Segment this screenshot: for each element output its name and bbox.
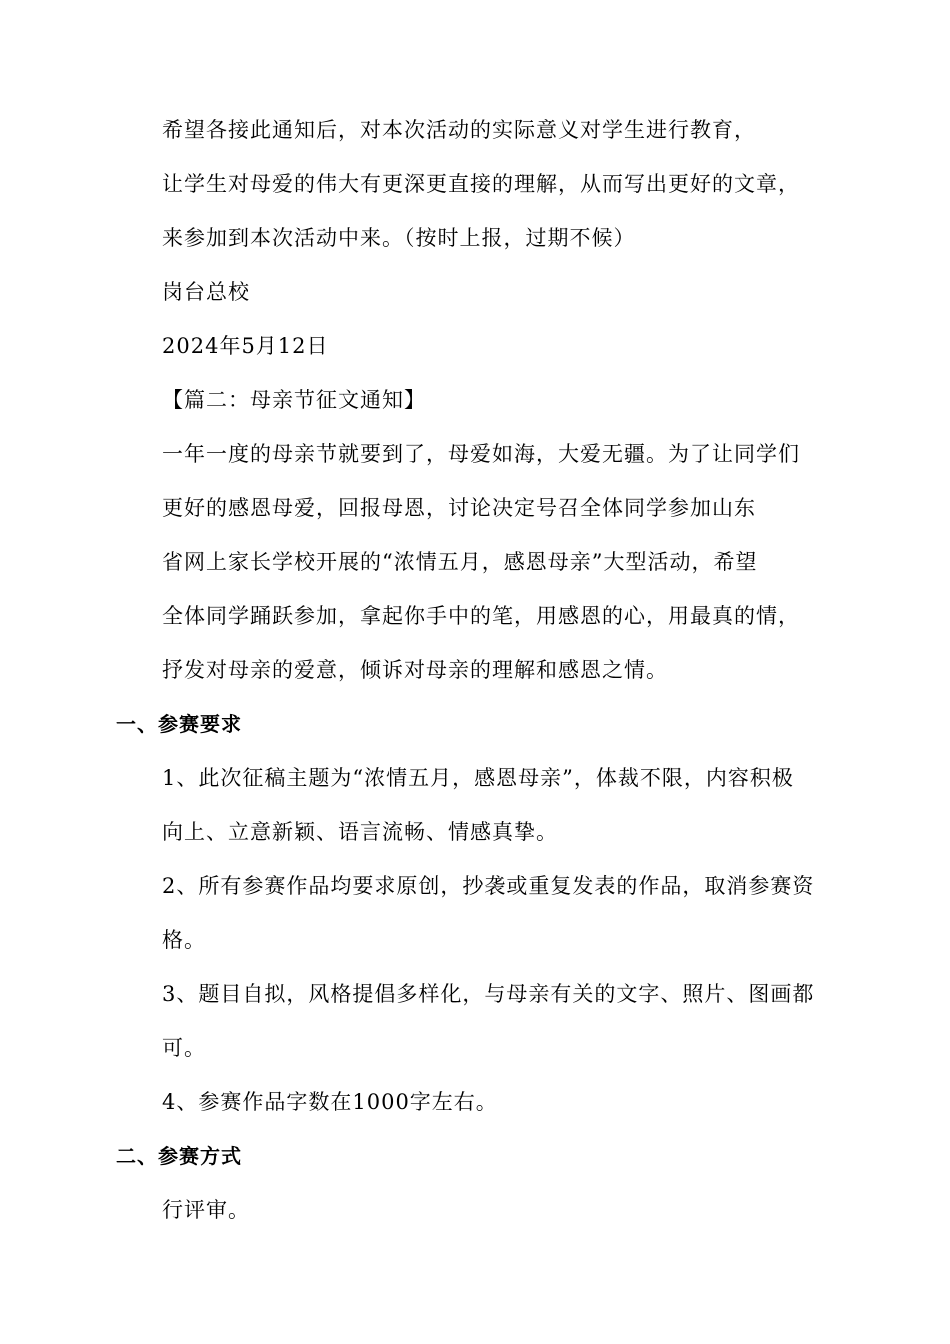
- letter-line-3: 来参加到本次活动中来。（按时上报，过期不候）: [162, 226, 636, 250]
- intro-line-5: 抒发对母亲的爱意，倾诉对母亲的理解和感恩之情。: [162, 658, 668, 682]
- requirement-line-3: 2、所有参赛作品均要求原创，抄袭或重复发表的作品，取消参赛资: [162, 874, 815, 898]
- intro-line-3: 省网上家长学校开展的“浓情五月，感恩母亲”大型活动，希望: [162, 550, 758, 574]
- method-line-1: 行评审。: [162, 1198, 250, 1222]
- intro-line-2: 更好的感恩母爱，回报母恩，讨论决定号召全体同学参加山东: [162, 496, 756, 520]
- intro-line-1: 一年一度的母亲节就要到了，母爱如海，大爱无疆。为了让同学们: [162, 442, 800, 466]
- letter-line-2: 让学生对母爱的伟大有更深更直接的理解，从而写出更好的文章，: [162, 172, 800, 196]
- method-heading: 二、参赛方式: [116, 1144, 242, 1168]
- section-title: 【篇二：母亲节征文通知】: [162, 388, 426, 412]
- signature: 岗台总校: [162, 280, 250, 304]
- date: 2024年5月12日: [162, 334, 329, 358]
- intro-line-4: 全体同学踊跃参加，拿起你手中的笔，用感恩的心，用最真的情，: [162, 604, 800, 628]
- requirement-line-6: 可。: [162, 1036, 206, 1060]
- requirement-line-4: 格。: [162, 928, 206, 952]
- letter-line-1: 希望各接此通知后，对本次活动的实际意义对学生进行教育，: [162, 118, 756, 142]
- requirement-line-5: 3、题目自拟，风格提倡多样化，与母亲有关的文字、照片、图画都: [162, 982, 815, 1006]
- requirement-line-2: 向上、立意新颖、语言流畅、情感真挚。: [162, 820, 558, 844]
- requirement-line-1: 1、此次征稿主题为“浓情五月，感恩母亲”，体裁不限，内容积极: [162, 766, 794, 790]
- requirements-heading: 一、参赛要求: [116, 712, 242, 736]
- requirement-line-7: 4、参赛作品字数在1000字左右。: [162, 1090, 498, 1114]
